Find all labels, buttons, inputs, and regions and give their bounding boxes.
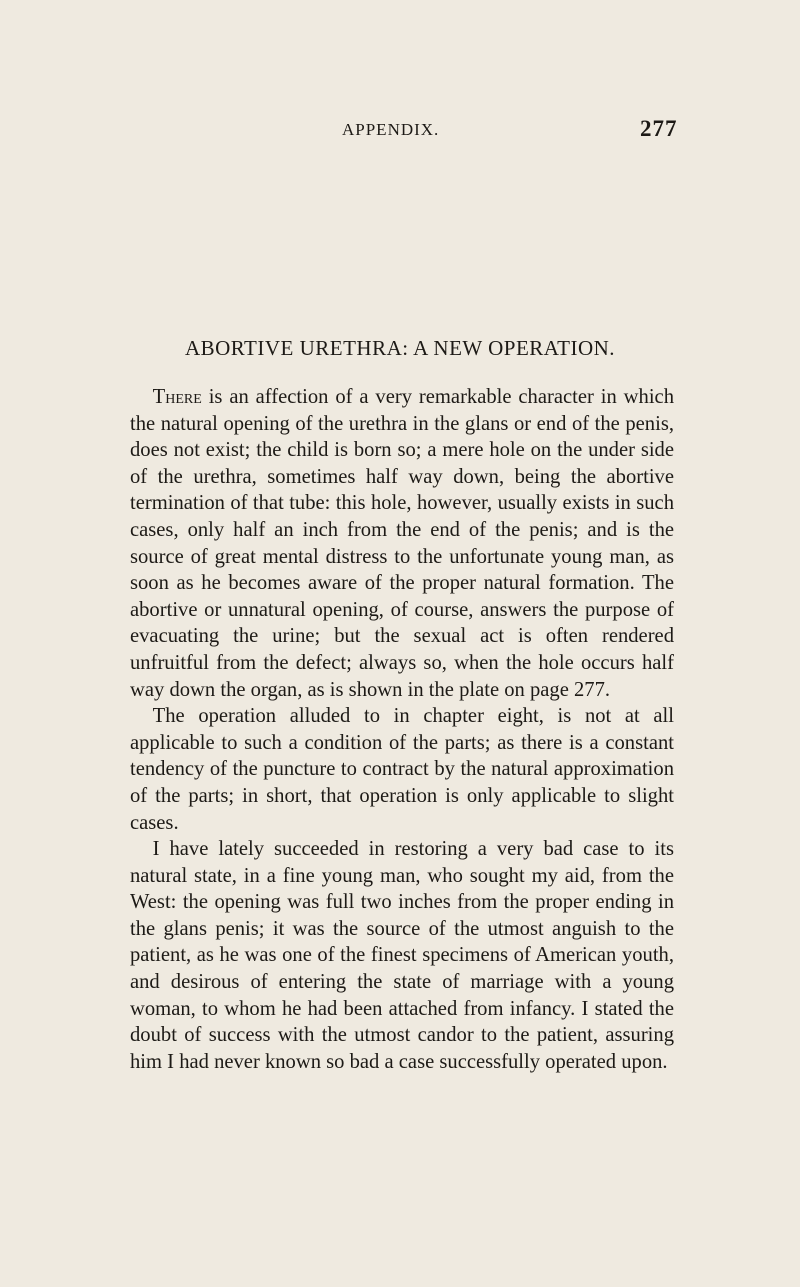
paragraph-3: I have lately succeeded in restoring a very bad case to its natural state, in a fine young man, who sought my aid, from the West: the opening was full two inches from the proper ending in the glans penis; it was the source of the utmost anguish to the patient, as he was one of the finest specimens of American youth, and desirous of entering the state of marriage with a young woman, to whom he had been attached from infancy. I stated the doubt of success with the utmost candor to the patient, assuring him I had never known so bad a case successfully operated upon. xyxy=(130,838,674,1073)
paragraph-1 xyxy=(130,384,674,703)
page-header xyxy=(0,116,800,146)
paragraph-1-text: is an affection of a very remarkable character in which the natural opening of the urethra in the glans or end of the penis, does not exist; the child is born so; a mere hole on the under side of the urethra, sometimes half way down, being the abortive termination of that tube: this hole, however, usually exists in such cases, only half an inch from the end of the penis; and is the source of great mental distress to the unfortunate young man, as soon as he becomes aware of the proper natural formation. The abortive or unnatural opening, of course, answers the purpose of evacuating the urine; but the sexual act is often rendered unfruitful from the defect; always so, when the hole occurs half way down the organ, as is shown in the plate on page 277. xyxy=(130,386,674,701)
section-title: ABORTIVE URETHRA: A NEW OPERATION. xyxy=(184,336,616,360)
article-body xyxy=(130,384,674,1075)
page-number: 277 xyxy=(640,116,678,141)
running-head: APPENDIX. xyxy=(342,120,440,139)
paragraph-lead-word: There xyxy=(152,386,202,408)
paragraph-2: The operation alluded to in chapter eight, is not at all applicable to such a condition of the parts; as there is a constant tendency of the puncture to contract by the natural approximation of the parts; in short, that operation is only applicable to slight cases. xyxy=(130,705,674,834)
